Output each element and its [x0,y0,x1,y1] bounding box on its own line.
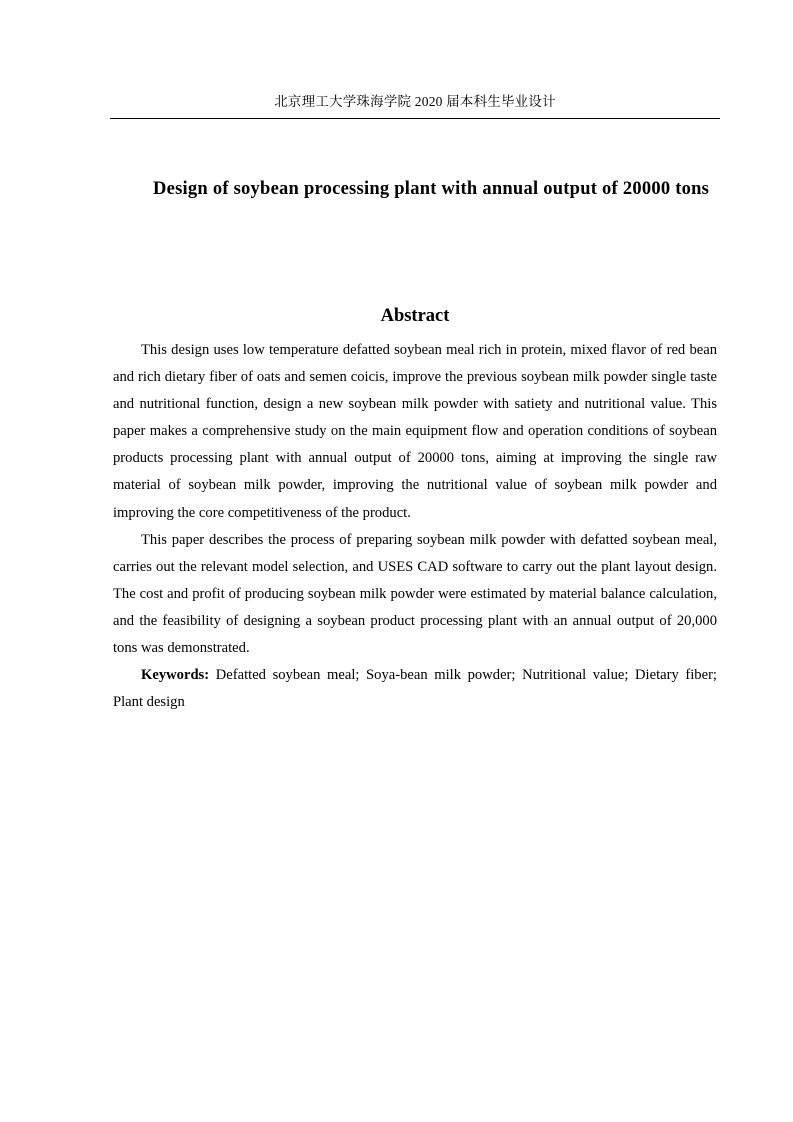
document-title: Design of soybean processing plant with annual output of 20000 tons [153,179,710,199]
keywords-line [113,662,717,716]
abstract-paragraph-2: This paper describes the process of preparing soybean milk powder with defatted soybean meal, carries out the relevant model selection, and USES CAD software to carry out the plant layout design. The cost and profit of producing soybean milk powder were estimated by material balance calculation, and the feasibility of designing a soybean product processing plant with an annual output of 20,000 tons was demonstrated. [113,531,717,657]
keywords-label: Keywords: [141,667,210,684]
abstract-heading: Abstract [380,306,450,326]
page-header: 北京理工大学珠海学院 2020 届本科生毕业设计 [274,94,556,109]
abstract-paragraph-1: This design uses low temperature defatted soybean meal rich in protein, mixed flavor of red bean and rich dietary fiber of oats and semen coicis, improve the previous soybean milk powder single taste and nutritional function, design a new soybean milk powder with satiety and nutritional value. This paper makes a comprehensive study on the main equipment flow and operation conditions of soybean products processing plant with annual output of 20000 tons, aiming at improving the single raw material of soybean milk powder, improving the nutritional value of soybean milk powder and improving the core competitiveness of the product. [113,342,717,521]
header-divider [110,118,720,119]
abstract-body [113,337,717,716]
keywords-text: Defatted soybean meal; Soya-bean milk powder; Nutritional value; Dietary fiber; Plant design [113,667,717,711]
